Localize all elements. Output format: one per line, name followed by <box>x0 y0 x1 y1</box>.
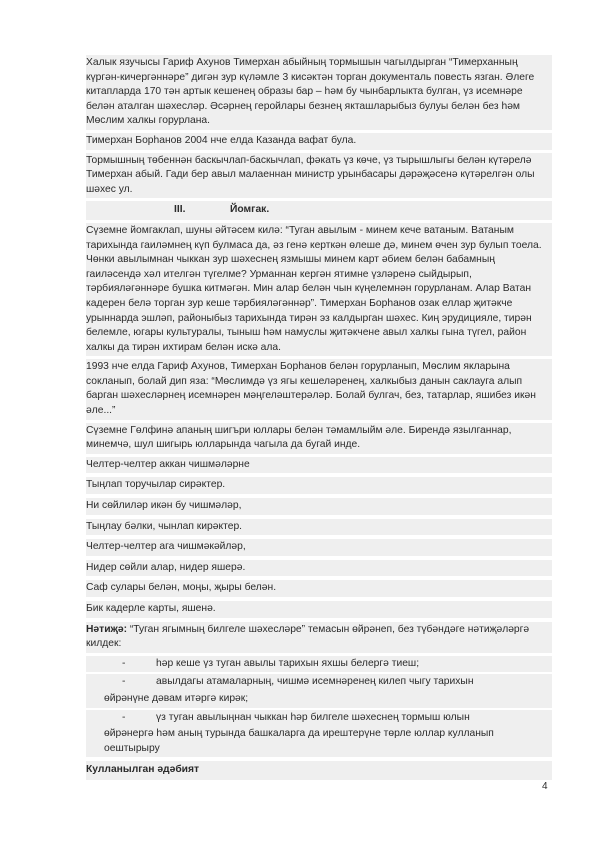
section-number: III. <box>174 204 186 216</box>
references-title: Кулланылган әдәбият <box>86 761 552 780</box>
bullet-text: авылдагы атамаларның, чишмә исемнәренең килеп чыгу тарихын <box>156 676 474 688</box>
paragraph-career: Тормышның төбеннән баскычлап-баскычлап, фәкать үз көче, үз тырышлыгы белән күтәрелә Тимерхан абый. Гади бер авыл малаеннан министр урынбасары дәрәҗәсенә күтәрелгән олы шәхес ул. <box>86 153 552 199</box>
bullet-marker: - <box>122 676 126 688</box>
poem-line: Саф сулары белән, моңы, җыры белән. <box>86 580 552 597</box>
paragraph-quote: 1993 нче елда Гариф Ахунов, Тимерхан Борһанов белән горурланып, Мөслим якларына сокланып, болай дип яза: “Мөслимдә үз ягы кешеләренең, халкыбыз данын саклауга алып барган шәхесләрнең исемнәрен мәңгеләштерәләр. Болай булгач, без, татарлар, яшибез икән әле...” <box>86 359 552 419</box>
section-title: Йомгак. <box>230 204 270 216</box>
poem-line: Тыңлау бәлки, чынлап кирәктер. <box>86 519 552 536</box>
document-body <box>86 55 552 783</box>
bullet-marker: - <box>122 711 126 723</box>
poem-line: Бик кадерле карты, яшенә. <box>86 601 552 618</box>
paragraph-intro: Халык язучысы Гариф Ахунов Тимерхан абыйның тормышын чагылдырган “Тимерханның күргән-кичергәннәре” дигән зур күләмле 3 кисәктән торган документаль повесть язган. Әлеге китапларда 170 тән артык кешенең образы бар – һәм бу чынбарлыкта булган, үз исемнәре белән аталган шәхесләр. Әсәрнең геройлары безнең якташларыбыз булуы белән без һәм Мөслим халкы горурлана. <box>86 55 552 130</box>
paragraph-death: Тимерхан Борһанов 2004 нче елда Казанда вафат була. <box>86 133 552 150</box>
bullet-marker: - <box>122 657 126 669</box>
poem-line: Тыңлап торучылар сирәктер. <box>86 477 552 494</box>
conclusion-label: Нәтиҗә: <box>86 623 127 635</box>
poem-line: Ни сөйлиләр икән бу чишмәләр, <box>86 498 552 515</box>
paragraph-summary: Сүземне йомгаклап, шуны әйтәсем килә: “Туган авылым - минем кече ватаным. Ватаным тарихында гаиләмнең күп булмаса да, әз генә керткән өлеше дә, минем өчен зур булып тоела. Чөнки авылымнан чыккан зур шәхеснең язмышы минем карт әбием белән бабамның гаиләсендә хәл ителгән түгелме? Урманнан кергән ятимне үзләренә сыйдырып, тәрбияләгәннәре бушка китмәгән. Мин алар белән чын күңелемнән горурланам. Алар Ватан кадерен белә торган зур кеше тәрбияләгәннәр”. Тимерхан Борһанов озак еллар җитәкче урыннарда эшләп, районыбыз тарихында тирән эз калдырган шәхес. Киң эрудицияле, тирән белемле, югары культуралы, тыныш һәм намуслы җитәкчене авыл халкы гына түгел, район халкы да тирән ихтирам белән искә ала. <box>86 223 552 356</box>
bullet-continuation: өйрәнергә һәм аның турында башкаларга да ирештерүнe төрле юллар кулланып оештырыру <box>86 726 552 757</box>
conclusion-item <box>86 710 552 758</box>
poem-line: Нидер сөйли алар, нидер яшерә. <box>86 560 552 577</box>
poem-line: Челтер-челтер аккан чишмәләрне <box>86 457 552 474</box>
conclusion-text: “Туган ягымның билгеле шәхесләре” темасын өйрәнеп, без түбәндәге нәтиҗәләргә килдек: <box>86 623 530 650</box>
paragraph-poem-intro: Сүземне Гөлфинә апаның шигъри юллары белән тәмамлыйм әле. Бирендә язылганнар, минемчә, шул шигырь юлларында чагыла да бугай инде. <box>86 423 552 454</box>
bullet-text: үз туган авылыңнан чыккан һәр билгеле шәхеснең тормыш юлын <box>156 711 470 723</box>
bullet-text: һәр кеше үз туган авылы тарихын яхшы белергә тиеш; <box>156 657 420 669</box>
section-heading <box>86 201 552 220</box>
conclusion-paragraph <box>86 622 552 653</box>
conclusion-item <box>86 656 552 673</box>
page-number: 4 <box>542 781 548 792</box>
bullet-continuation: өйрәнүне дәвам итәргә кирәк; <box>86 691 552 708</box>
conclusion-item <box>86 674 552 707</box>
poem-line: Челтер-челтер ага чишмәкәйләр, <box>86 539 552 556</box>
